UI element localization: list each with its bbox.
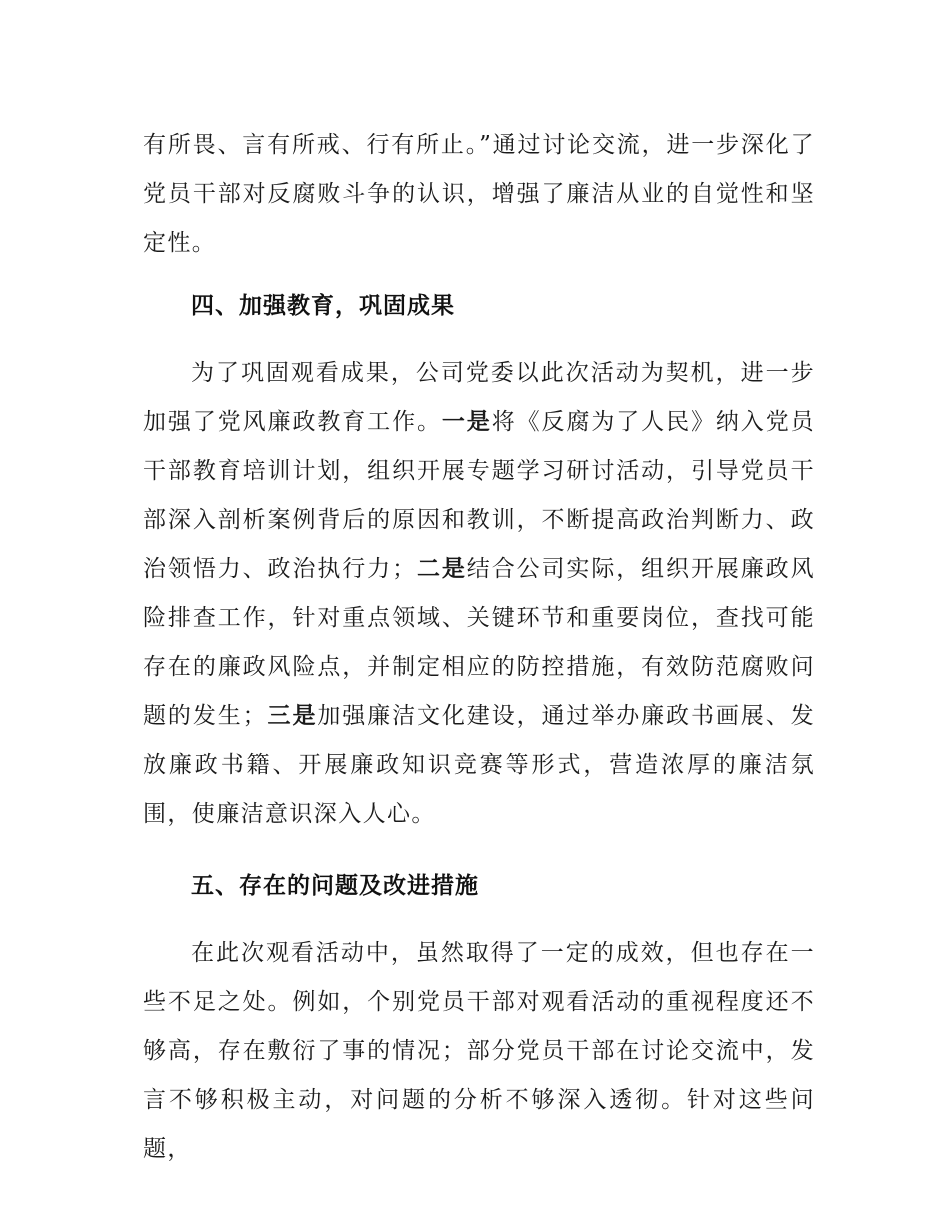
section-4-intro: 为了巩固观看成果，公司党委以此次活动为契机，进一步加强了党风廉政教育工作。 <box>143 360 815 435</box>
continuation-paragraph <box>143 121 815 268</box>
item-2-label: 二是 <box>416 556 467 582</box>
section-5-paragraph <box>143 929 815 1174</box>
item-2-text: 结合公司实际，组织开展廉政风险排查工作，针对重点领域、关键环节和重要岗位，查找可能存在的廉政风险点，并制定相应的防控措施，有效防范腐败问题的发生； <box>143 556 815 729</box>
item-3-text: 加强廉洁文化建设，通过举办廉政书画展、发放廉政书籍、开展廉政知识竞赛等形式，营造浓厚的廉洁氛围，使廉洁意识深入人心。 <box>143 703 815 827</box>
item-3-label: 三是 <box>267 703 318 729</box>
item-1-label: 一是 <box>441 409 492 435</box>
item-1-text: 将《反腐为了人民》纳入党员干部教育培训计划，组织开展专题学习研讨活动，引导党员干部深入剖析案例背后的原因和教训，不断提高政治判断力、政治领悟力、政治执行力； <box>143 409 815 582</box>
section-heading-4: 四、加强教育，巩固成果 <box>191 293 455 319</box>
section-4-paragraph <box>143 349 815 839</box>
section-heading-5: 五、存在的问题及改进措施 <box>191 873 479 899</box>
section-5-text: 在此次观看活动中，虽然取得了一定的成效，但也存在一些不足之处。例如，个别党员干部对观看活动的重视程度还不够高，存在敷衍了事的情况；部分党员干部在讨论交流中，发言不够积极主动，对问题的分析不够深入透彻。针对这些问题， <box>143 940 815 1162</box>
continuation-text: 有所畏、言有所戒、行有所止。”通过讨论交流，进一步深化了党员干部对反腐败斗争的认识，增强了廉洁从业的自觉性和坚定性。 <box>143 132 815 256</box>
